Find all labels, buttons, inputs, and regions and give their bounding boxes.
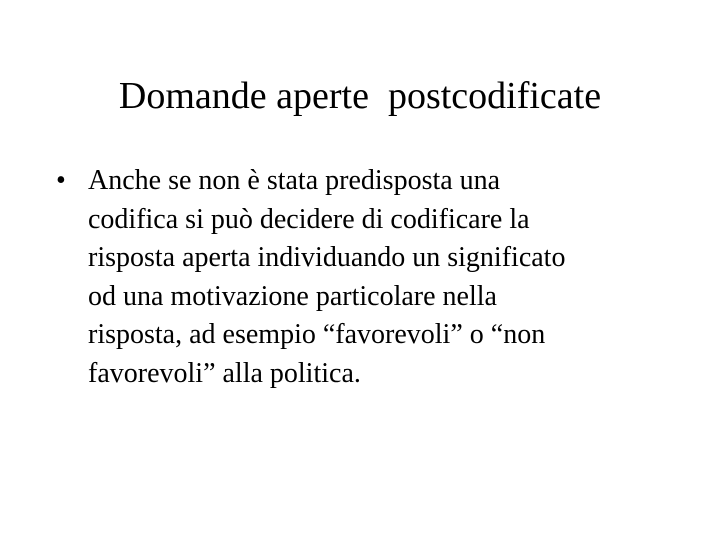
bullet-text-line: favorevoli” alla politica. [88, 357, 361, 389]
slide-title: Domande aperte postcodificate [118, 75, 602, 117]
bullet-text-line: od una motivazione particolare nella [88, 280, 497, 312]
bullet-list [0, 162, 720, 393]
bullet-text-line: risposta aperta individuando un significato [88, 242, 566, 273]
bullet-text-line: codifica si può decidere di codificare la [88, 203, 530, 235]
bullet-text-line: Anche se non è stata predisposta una [88, 165, 501, 196]
bullet-text-line: risposta, ad esempio “favorevoli” o “non [88, 319, 546, 350]
bullet-marker: • [56, 165, 66, 196]
bullet-item [0, 162, 688, 393]
